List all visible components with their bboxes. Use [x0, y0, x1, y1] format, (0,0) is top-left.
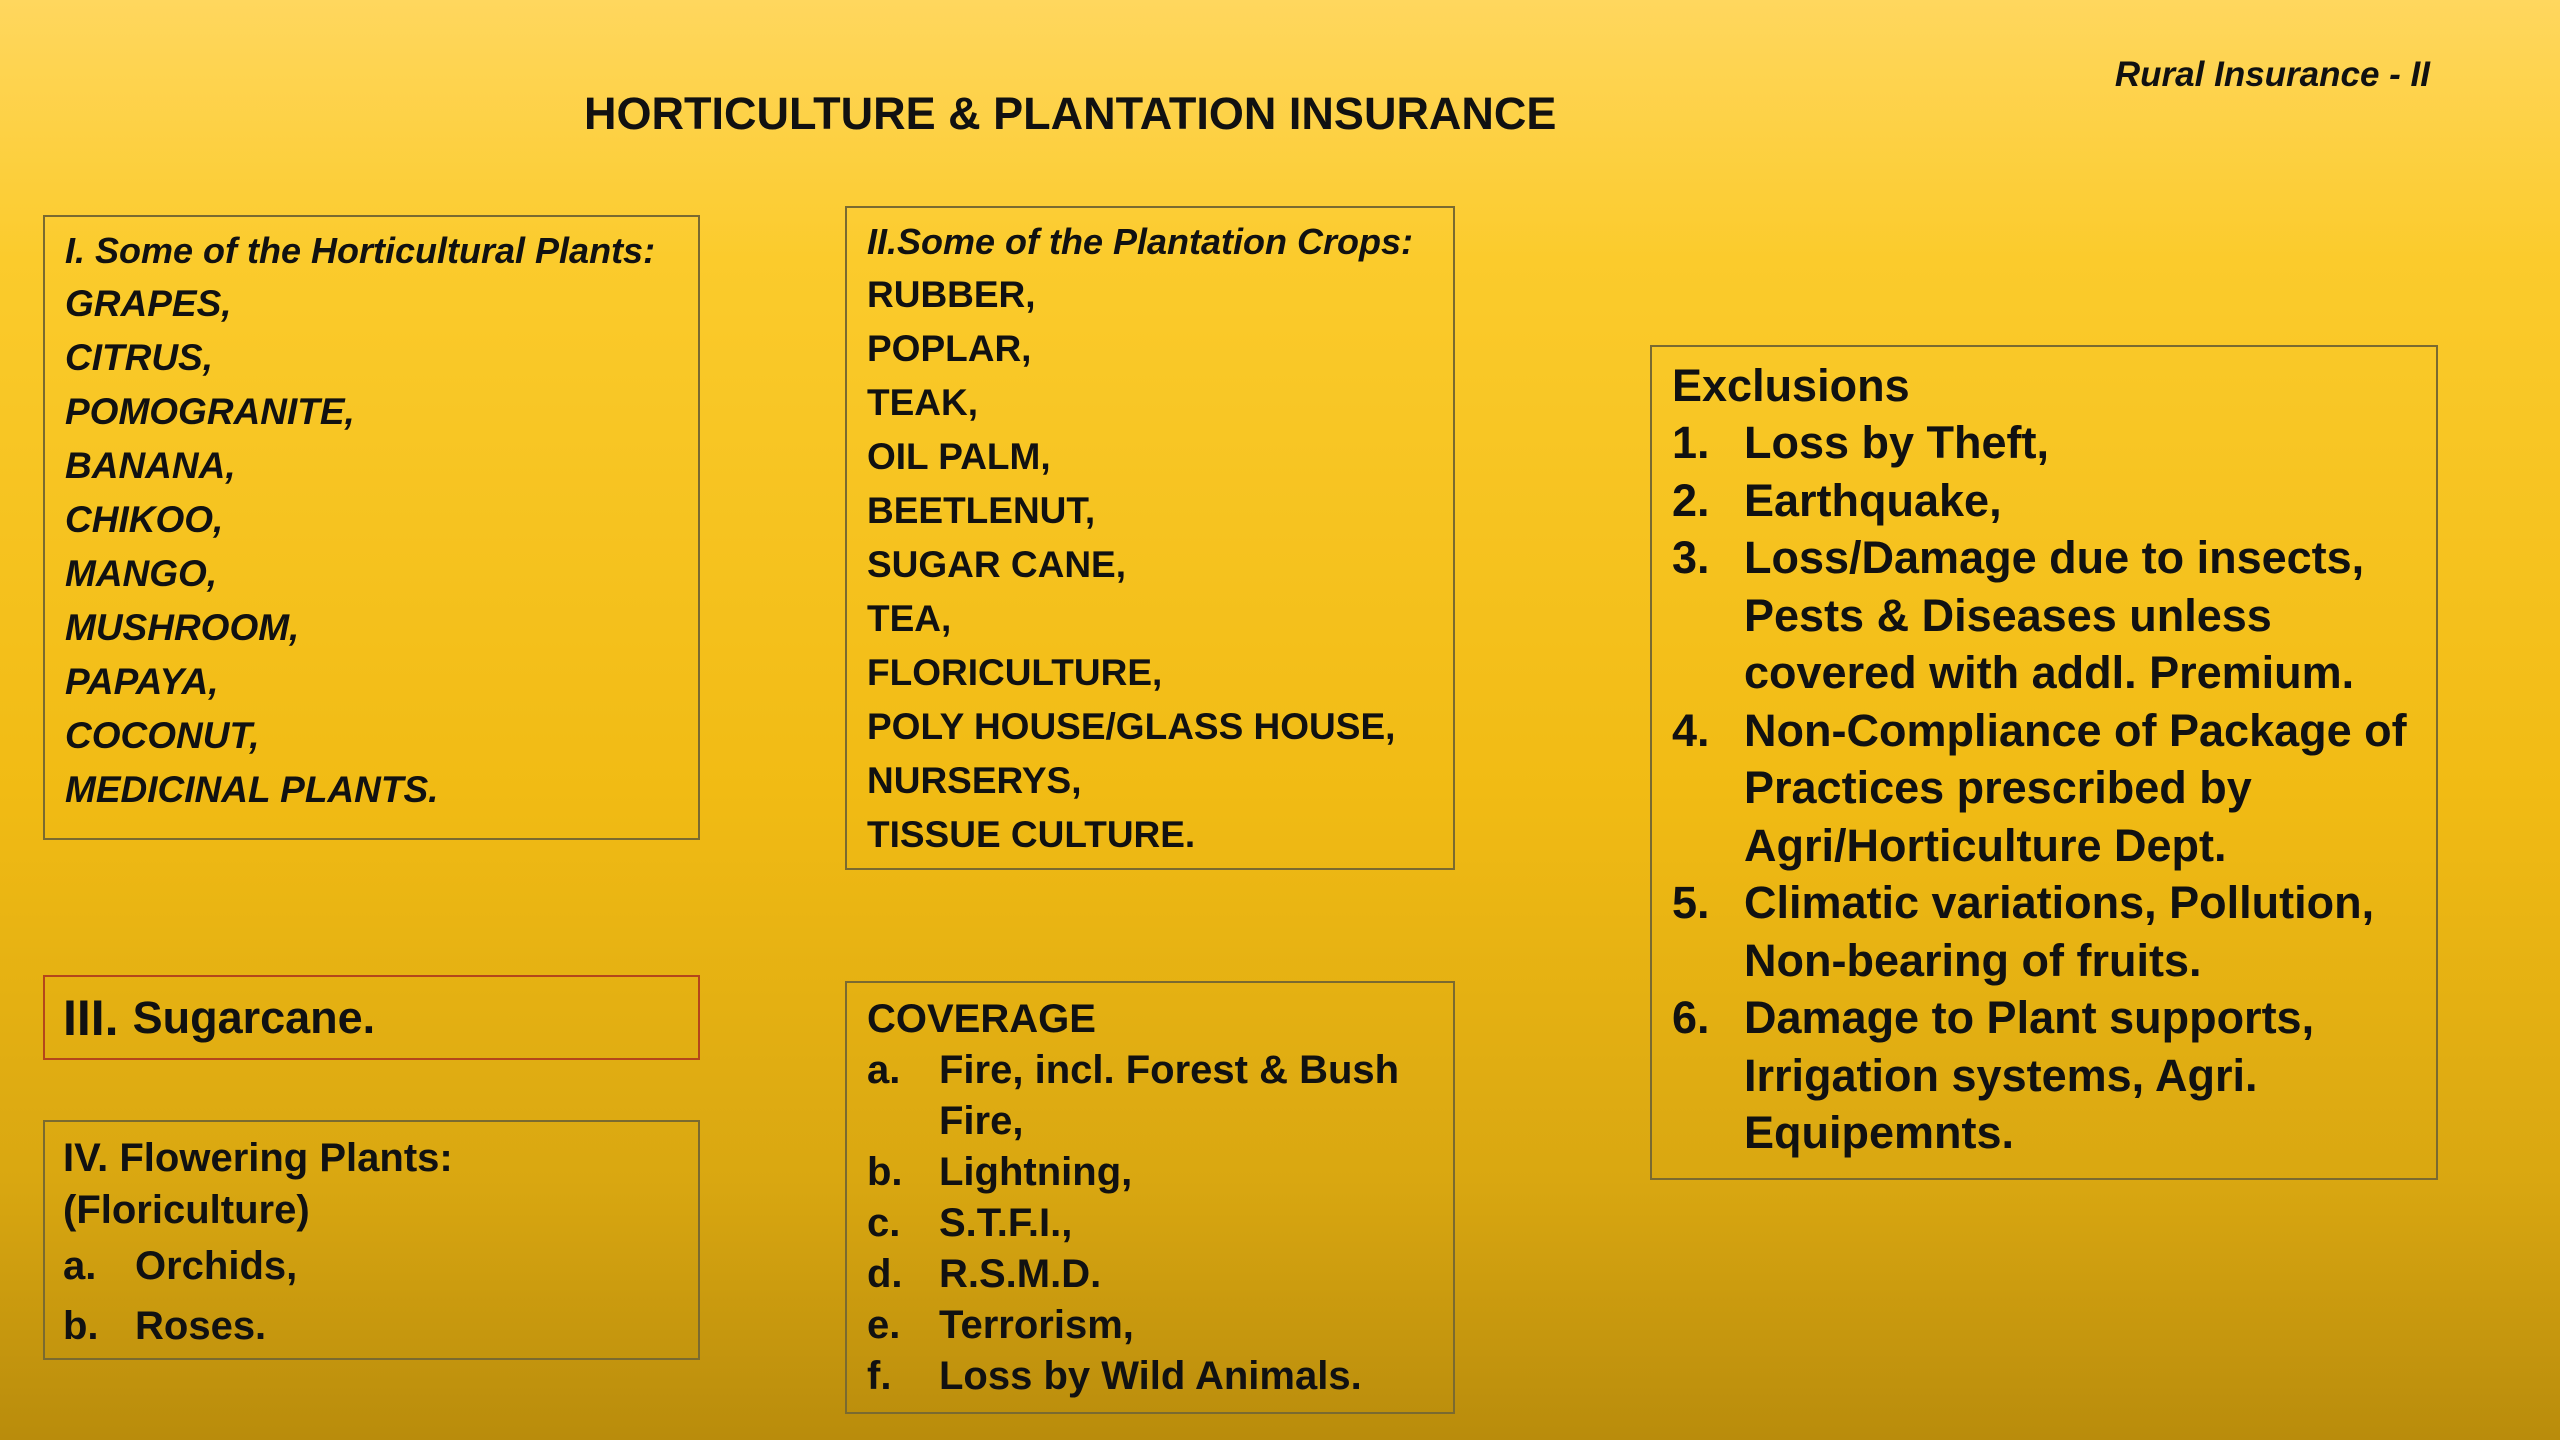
list-item: MANGO, [65, 553, 218, 594]
horticultural-plants-title: I. Some of the Horticultural Plants: [65, 230, 656, 271]
list-marker: a. [63, 1244, 97, 1288]
list-item-text: Loss by Theft, [1744, 417, 2050, 468]
list-item: BEETLENUT, [867, 490, 1096, 531]
list-item [1672, 529, 2426, 702]
list-item-text: Orchids, [135, 1244, 298, 1288]
list-item [867, 1351, 1443, 1402]
series-label: Rural Insurance - II [2114, 55, 2430, 94]
horticultural-plants-box [43, 215, 700, 840]
list-item: GRAPES, [65, 283, 232, 324]
coverage-list [867, 1045, 1443, 1402]
list-item: POMOGRANITE, [65, 391, 355, 432]
plantation-crops-box [845, 206, 1455, 870]
list-item: COCONUT, [65, 715, 260, 756]
list-marker: 4. [1672, 704, 1710, 756]
list-item: BANANA, [65, 445, 236, 486]
list-marker: 6. [1672, 992, 1710, 1043]
list-item: POPLAR, [867, 328, 1032, 369]
list-item: CITRUS, [65, 337, 213, 378]
sugarcane-numeral: III. [63, 989, 119, 1046]
horticultural-plants-list [65, 277, 698, 817]
list-item-text: Terrorism, [939, 1303, 1134, 1347]
list-item: CHIKOO, [65, 499, 224, 540]
list-item-text: Lightning, [939, 1150, 1133, 1194]
list-item [63, 1236, 698, 1296]
list-item-text: Fire, incl. Forest & Bush Fire, [939, 1048, 1400, 1143]
list-marker: 1. [1672, 417, 1710, 468]
list-marker: a. [867, 1048, 901, 1092]
list-marker: e. [867, 1303, 901, 1347]
sugarcane-box [43, 975, 700, 1060]
list-item [1672, 414, 2426, 472]
list-item-text: S.T.F.I., [939, 1201, 1073, 1245]
list-item [1672, 874, 2426, 989]
list-item [1672, 989, 2426, 1162]
flowering-plants-title: IV. Flowering Plants: [63, 1136, 453, 1180]
list-item: FLORICULTURE, [867, 652, 1163, 693]
list-item-text: Climatic variations, Pollution, Non-bearing of fruits. [1744, 877, 2375, 986]
list-item-text: Roses. [135, 1304, 267, 1348]
coverage-title: COVERAGE [867, 997, 1096, 1041]
list-item: OIL PALM, [867, 436, 1051, 477]
list-item-text: R.S.M.D. [939, 1252, 1102, 1296]
slide-title: HORTICULTURE & PLANTATION INSURANCE [584, 88, 1557, 139]
coverage-box [845, 981, 1455, 1414]
plantation-crops-list [867, 268, 1453, 862]
list-item: RUBBER, [867, 274, 1036, 315]
list-item: TEAK, [867, 382, 978, 423]
flowering-plants-list [63, 1236, 698, 1356]
list-marker: b. [63, 1304, 99, 1348]
list-item: SUGAR CANE, [867, 544, 1127, 585]
list-marker: b. [867, 1150, 903, 1194]
list-item: PAPAYA, [65, 661, 219, 702]
sugarcane-label: Sugarcane. [132, 991, 376, 1043]
list-item: TEA, [867, 598, 952, 639]
plantation-crops-title: II.Some of the Plantation Crops: [867, 221, 1414, 262]
flowering-plants-subtitle: (Floriculture) [63, 1188, 310, 1232]
list-item: NURSERYS, [867, 760, 1082, 801]
list-marker: 5. [1672, 877, 1710, 928]
exclusions-title: Exclusions [1672, 360, 1910, 411]
list-item [63, 1296, 698, 1356]
list-item-text: Damage to Plant supports, Irrigation systems, Agri. Equipemnts. [1744, 992, 2315, 1158]
list-item [867, 1249, 1443, 1300]
list-marker: f. [867, 1354, 892, 1398]
list-item: TISSUE CULTURE. [867, 814, 1196, 855]
list-item: MUSHROOM, [65, 607, 300, 648]
list-item [867, 1198, 1443, 1249]
list-marker: d. [867, 1252, 903, 1296]
list-item [1672, 702, 2426, 875]
exclusions-box [1650, 345, 2438, 1180]
list-item-text: Loss/Damage due to insects, Pests & Diseases unless covered with addl. Premium. [1744, 532, 2365, 698]
exclusions-list [1672, 414, 2426, 1162]
list-marker: 2. [1672, 474, 1710, 526]
list-item [867, 1300, 1443, 1351]
list-item: MEDICINAL PLANTS. [65, 769, 439, 810]
list-marker: 3. [1672, 532, 1710, 583]
list-item-text: Earthquake, [1744, 474, 2002, 526]
list-item [1672, 472, 2426, 530]
list-marker: c. [867, 1201, 901, 1245]
flowering-plants-box [43, 1120, 700, 1360]
list-item-text: Loss by Wild Animals. [939, 1354, 1362, 1398]
list-item [867, 1045, 1443, 1147]
list-item: POLY HOUSE/GLASS HOUSE, [867, 706, 1396, 747]
list-item-text: Non-Compliance of Package of Practices prescribed by Agri/Horticulture Dept. [1744, 704, 2407, 871]
list-item [867, 1147, 1443, 1198]
